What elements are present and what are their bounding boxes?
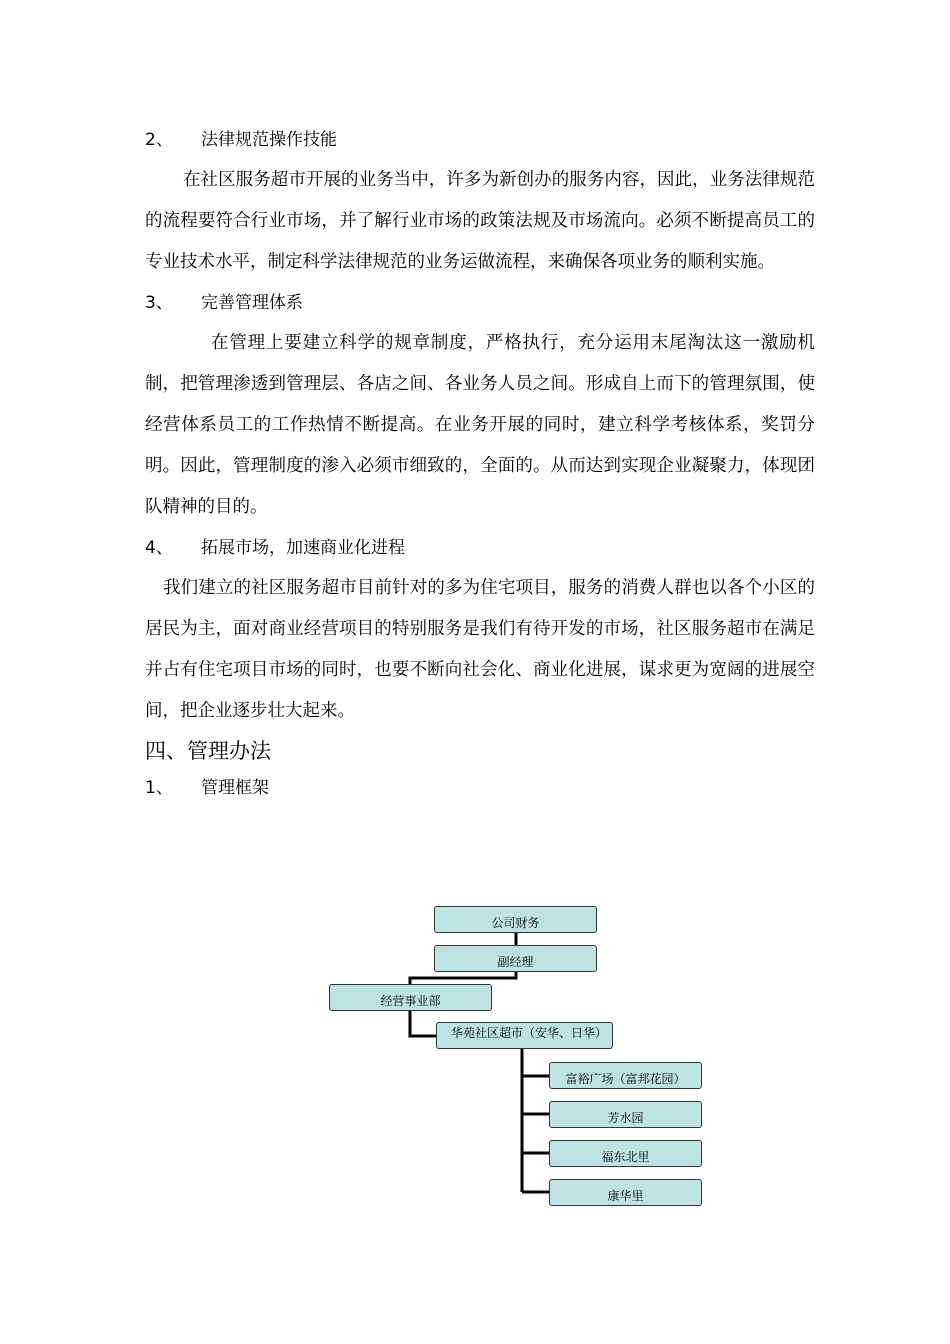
- section-title: 管理框架: [201, 778, 269, 798]
- paragraph-market: 我们建立的社区服务超市目前针对的多为住宅项目，服务的消费人群也以各个小区的居民为主，面对商业经营项目的特别服务是我们有待开发的市场，社区服务超市在满足并占有住宅项目市场的同时，也要不断向社会化、商业化进展，谋求更为宽阔的进展空间，把企业逐步壮大起来。: [145, 578, 815, 721]
- section-number: 4、: [145, 538, 173, 558]
- node-kanghua-li: 康华里: [549, 1179, 702, 1206]
- paragraph-management: 在管理上要建立科学的规章制度，严格执行，充分运用末尾淘汰这一激励机制，把管理渗透到管理层、各店之间、各业务人员之间。形成自上而下的管理氛围，使经营体系员工的工作热情不断提高。在业务开展的同时，建立科学考核体系，奖罚分明。因此，管理制度的渗入必须市细致的，全面的。从而达到实现企业凝聚力，体现团队精神的目的。: [145, 333, 815, 517]
- section-number: 1、: [145, 778, 173, 798]
- node-fudong-beili: 福东北里: [549, 1140, 702, 1167]
- node-fangshui-yuan: 芳水园: [549, 1101, 702, 1128]
- node-finance: 公司财务: [434, 906, 597, 933]
- connector-dept-huayuan: [410, 1010, 436, 1036]
- paragraph-legal: 在社区服务超市开展的业务当中，许多为新创办的服务内容，因此，业务法律规范的流程要符合行业市场，并了解行业市场的政策法规及市场流向。必须不断提高员工的专业技术水平，制定科学法律规范的业务运做流程，来确保各项业务的顺利实施。: [145, 170, 815, 272]
- section-number: 2、: [145, 130, 173, 150]
- section-title: 拓展市场，加速商业化进程: [201, 538, 405, 558]
- section-heading-4: [145, 528, 815, 568]
- section-title: 法律规范操作技能: [201, 130, 337, 150]
- section-four-title: 四、管理办法: [145, 739, 271, 763]
- section-heading-3: [145, 283, 815, 323]
- node-business-dept: 经营事业部: [329, 984, 492, 1011]
- section-number: 3、: [145, 293, 173, 313]
- section-title: 完善管理体系: [201, 293, 303, 313]
- node-fuyu-plaza: 富裕广场（富邦花园）: [549, 1062, 702, 1089]
- node-deputy-manager: 副经理: [434, 945, 597, 972]
- subsection-heading-1: [145, 768, 815, 808]
- node-huayuan-supermarket: 华苑社区超市（安华、日华）: [436, 1022, 613, 1049]
- text-area: [145, 120, 815, 808]
- section-heading-2: [145, 120, 815, 160]
- connector-manager-dept: [410, 972, 516, 984]
